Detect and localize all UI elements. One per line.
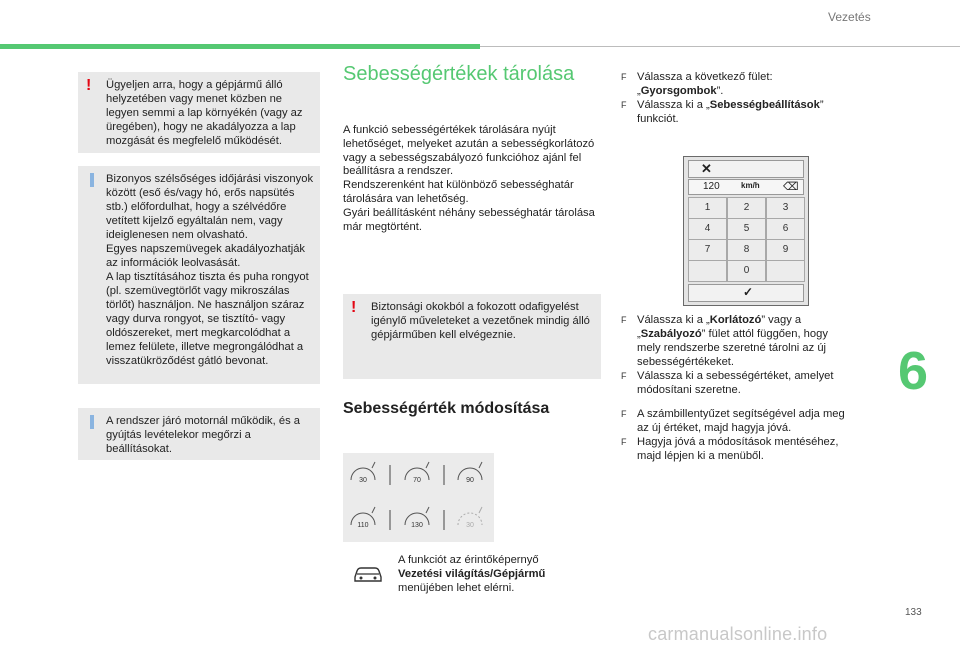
key-4[interactable]: 4 (688, 218, 727, 240)
warning-text: Biztonsági okokból a fokozott odafigyelést igénylő műveleteket a vezetőnek mindig álló gépjárműben kell elvégeznie. (371, 301, 590, 341)
step-text: Válassza ki a „ (637, 99, 710, 111)
steps-mid (621, 313, 849, 397)
step-arrow-icon: F (621, 72, 627, 82)
dial-label: 30 (466, 522, 474, 529)
info-text: A rendszer járó motornál működik, és a gyújtás levételekor megőrzi a beállításokat. (106, 415, 301, 455)
intro-line: Rendszerenként hat különböző sebességhatár tárolására van lehetőség. (343, 179, 574, 205)
speed-value: 120 (703, 181, 720, 192)
steps-top (621, 70, 849, 126)
keypad-grid (688, 197, 804, 281)
info-icon (90, 415, 94, 429)
speed-dials-illustration (343, 453, 494, 542)
step-item (621, 435, 849, 463)
subsection-heading: Sebességérték módosítása (343, 400, 550, 417)
step-arrow-icon: F (621, 315, 627, 325)
section-heading: Sebességértékek tárolása (343, 63, 575, 85)
warning-text: Ügyeljen arra, hogy a gépjármű álló helyzetében vagy menet közben ne legyen semmi a lap környékén (vagy az üregében), hogy ne akadályozza a lap mozgását és megfelelő működését. (106, 79, 303, 147)
info-box-visibility (78, 166, 320, 384)
key-7[interactable]: 7 (688, 239, 727, 261)
warning-box-safety (343, 294, 601, 379)
warning-icon: ! (86, 77, 92, 94)
key-empty-right (766, 260, 805, 282)
step-text: ” funkciót. (637, 99, 824, 125)
step-arrow-icon: F (621, 409, 627, 419)
step-bold: Szabályozó (640, 328, 702, 340)
key-empty-left (688, 260, 727, 282)
steps-bottom (621, 407, 849, 463)
key-3[interactable]: 3 (766, 197, 805, 219)
info-line: Egyes napszemüvegek akadályozhatják az információk leolvasását. (106, 243, 306, 269)
dial-label: 130 (411, 522, 423, 529)
key-0[interactable]: 0 (727, 260, 766, 282)
keypad-display (688, 179, 804, 195)
note-text: A funkciót az érintőképernyő (398, 554, 539, 566)
section-title: Vezetés (828, 10, 871, 24)
unit-label: km/h (741, 181, 760, 190)
car-icon (352, 564, 384, 584)
top-rule (480, 46, 960, 47)
note-text: menüjében lehet elérni. (398, 582, 515, 594)
info-icon (90, 173, 94, 187)
keypad-confirm (688, 284, 804, 302)
step-item (621, 98, 849, 126)
key-2[interactable]: 2 (727, 197, 766, 219)
step-text: ” fület attól függően, hogy mely rendszerbe szeretné tárolni az új sebességértékeket. (637, 328, 828, 368)
watermark: carmanualsonline.info (648, 624, 828, 644)
step-arrow-icon: F (621, 437, 627, 447)
dial-label: 110 (357, 522, 369, 529)
dial-label: 30 (359, 477, 367, 484)
step-item (621, 313, 849, 369)
top-accent-bar (0, 44, 480, 49)
intro-paragraph (343, 124, 601, 234)
key-6[interactable]: 6 (766, 218, 805, 240)
step-text: Hagyja jóvá a módosítások mentéséhez, majd lépjen ki a menüből. (637, 436, 839, 462)
step-text: Válassza ki a sebességértéket, amelyet módosítani szeretne. (637, 370, 834, 396)
speed-keypad (683, 156, 809, 306)
confirm-icon[interactable]: ✓ (743, 285, 754, 299)
page-number: 133 (905, 607, 922, 618)
step-item (621, 407, 849, 435)
key-8[interactable]: 8 (727, 239, 766, 261)
key-5[interactable]: 5 (727, 218, 766, 240)
info-line: Bizonyos szélsőséges időjárási viszonyok között (eső és/vagy hó, erős napsütés stb.) előfordulhat, hogy a szélvédőre vetített kijelző egyáltalán nem, vagy ideiglenesen nem olvasható. (106, 173, 314, 241)
step-text: A számbillentyűzet segítségével adja meg az új értéket, majd hagyja jóvá. (637, 408, 845, 434)
car-menu-note (398, 553, 598, 595)
intro-line: Gyári beállításként néhány sebességhatár tárolása már megtörtént. (343, 206, 595, 233)
keypad-header (688, 160, 804, 178)
step-bold: Sebességbeállítások (709, 99, 820, 111)
note-menu-name: Vezetési világítás/Gépjármű (398, 568, 546, 580)
key-9[interactable]: 9 (766, 239, 805, 261)
step-text: ”. (716, 85, 724, 97)
step-text: Válassza a következő fület: „ (637, 71, 773, 97)
intro-line: A funkció sebességértékek tárolására nyújt lehetőséget, melyeket azután a sebességkorlátozó vagy a sebességszabályozó funkcióhoz ajánl fel beállításra a rendszer. (343, 124, 595, 178)
speedometer-icons (343, 453, 494, 542)
backspace-icon[interactable]: ⌫ (783, 181, 799, 193)
close-icon[interactable]: ✕ (701, 161, 712, 176)
step-item (621, 70, 849, 98)
info-box-ignition (78, 408, 320, 460)
warning-icon: ! (351, 299, 357, 316)
info-line: A lap tisztításához tiszta és puha rongyot (pl. szemüvegtörlőt vagy mikroszálas törlőt) használjon. Ne használjon száraz vagy durva rongyot, se tisztító- vagy oldószereket, mert megkarcolódhat a lemez felülete, illetve megrongálódhat a visszatükröződést gátló bevonat. (106, 271, 309, 367)
dial-label: 70 (413, 477, 421, 484)
warning-box-hud (78, 72, 320, 153)
dial-label: 90 (466, 477, 474, 484)
key-1[interactable]: 1 (688, 197, 727, 219)
step-item (621, 369, 849, 397)
chapter-number: 6 (898, 341, 929, 401)
step-arrow-icon: F (621, 371, 627, 381)
step-text: ” vagy a „ (637, 314, 802, 340)
step-bold: Korlátozó (709, 314, 762, 326)
step-text: Válassza ki a „ (637, 314, 710, 326)
step-bold: Gyorsgombok (640, 85, 717, 97)
step-arrow-icon: F (621, 100, 627, 110)
